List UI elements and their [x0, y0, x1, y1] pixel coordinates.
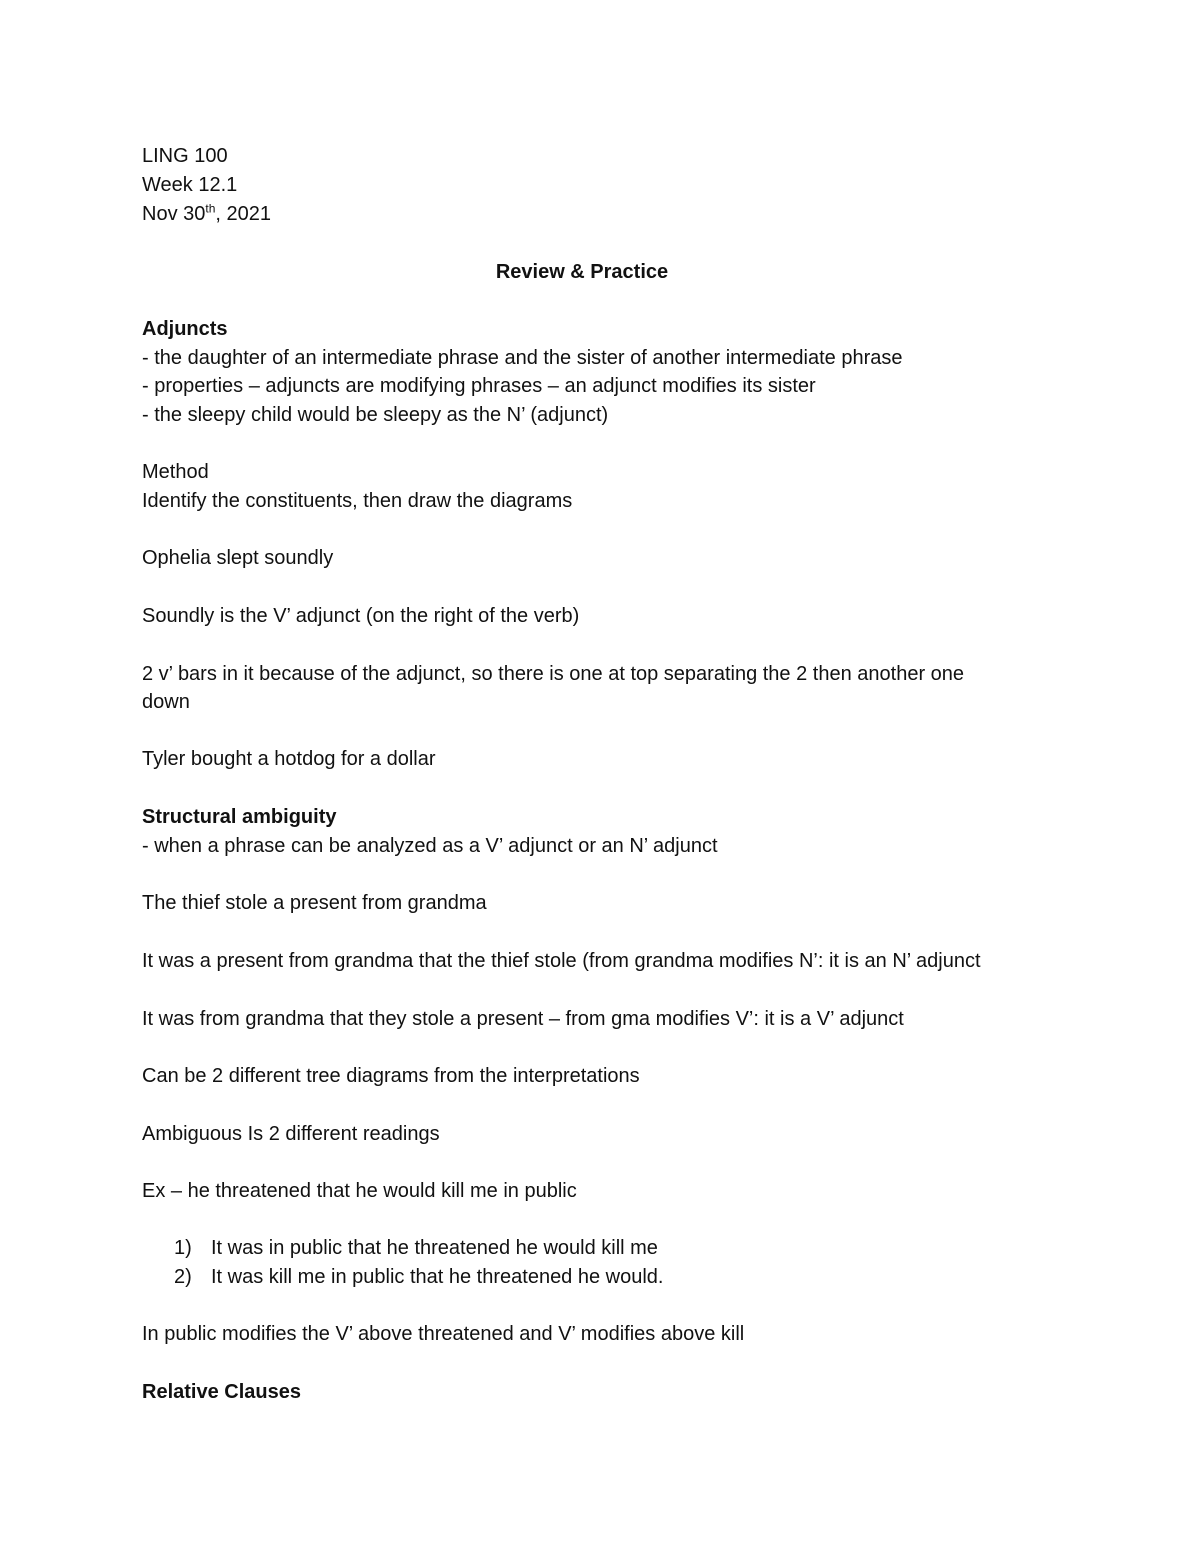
- list-number: 1): [174, 1237, 192, 1259]
- ambiguity-bullet: - when a phrase can be analyzed as a V’ adjunct or an N’ adjunct: [142, 835, 718, 857]
- vbars-line-1: 2 v’ bars in it because of the adjunct, so there is one at top separating the 2 then another one: [142, 663, 965, 685]
- list-number: 2): [174, 1266, 192, 1288]
- reading-n-adjunct: It was a present from grandma that the thief stole (from grandma modifies N’: it is an N’ adjunct: [142, 950, 981, 972]
- relative-clauses-heading: Relative Clauses: [142, 1381, 301, 1403]
- example-soundly: Soundly is the V’ adjunct (on the right of the verb): [142, 605, 580, 627]
- list-text: It was kill me in public that he threatened he would.: [211, 1266, 664, 1288]
- readings-line: Ambiguous Is 2 different readings: [142, 1123, 440, 1145]
- date-superscript: th: [205, 201, 216, 216]
- conclusion-line: In public modifies the V’ above threatened and V’ modifies above kill: [142, 1323, 745, 1345]
- example-tyler: Tyler bought a hotdog for a dollar: [142, 748, 436, 770]
- example-threatened: Ex – he threatened that he would kill me in public: [142, 1180, 577, 1202]
- adjuncts-bullet-2: - properties – adjuncts are modifying phrases – an adjunct modifies its sister: [142, 375, 816, 397]
- method-line: Identify the constituents, then draw the diagrams: [142, 490, 573, 512]
- date-prefix: Nov 30: [142, 203, 206, 225]
- adjuncts-heading: Adjuncts: [142, 318, 228, 340]
- date-suffix: , 2021: [215, 203, 271, 225]
- reading-v-adjunct: It was from grandma that they stole a present – from gma modifies V’: it is a V’ adjunct: [142, 1008, 904, 1030]
- ambiguity-heading: Structural ambiguity: [142, 806, 337, 828]
- vbars-line-2: down: [142, 691, 190, 713]
- course-code: LING 100: [142, 145, 228, 167]
- week-label: Week 12.1: [142, 174, 238, 196]
- example-thief: The thief stole a present from grandma: [142, 892, 487, 914]
- tree-diagrams-line: Can be 2 different tree diagrams from the interpretations: [142, 1065, 640, 1087]
- method-heading: Method: [142, 461, 209, 483]
- adjuncts-bullet-1: - the daughter of an intermediate phrase and the sister of another intermediate phrase: [142, 347, 903, 369]
- adjuncts-bullet-3: - the sleepy child would be sleepy as the N’ (adjunct): [142, 404, 609, 426]
- list-text: It was in public that he threatened he would kill me: [211, 1237, 658, 1259]
- date-line: [142, 200, 271, 229]
- page-title: Review & Practice: [495, 261, 669, 283]
- example-ophelia: Ophelia slept soundly: [142, 547, 334, 569]
